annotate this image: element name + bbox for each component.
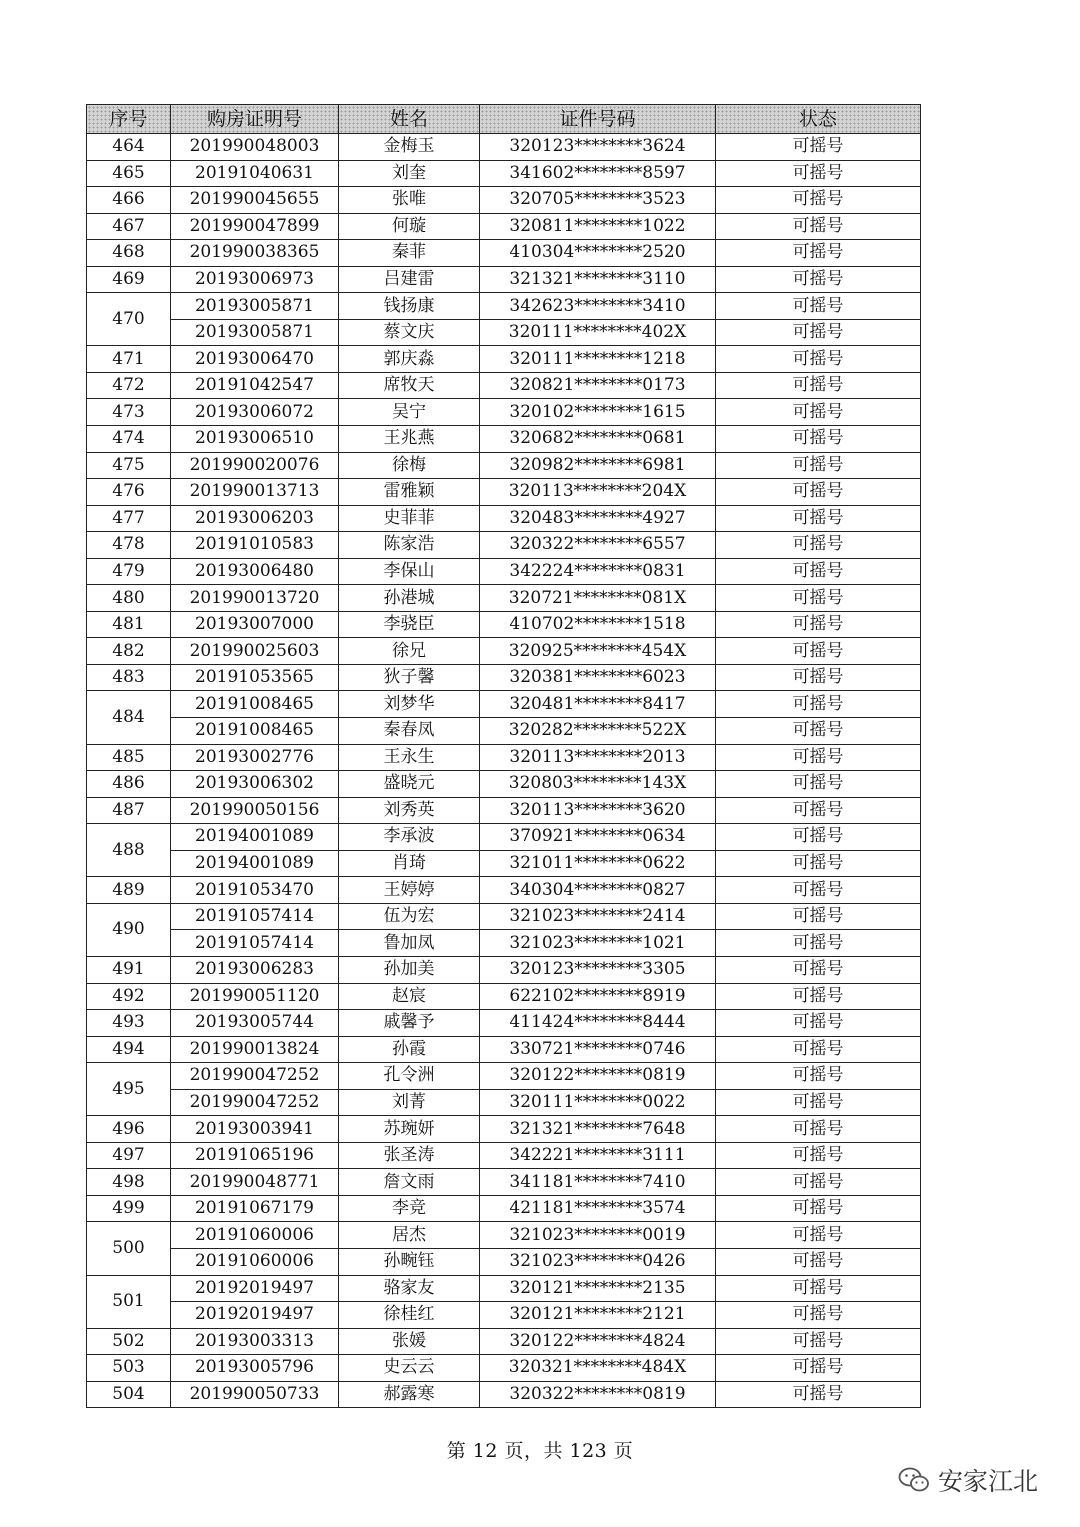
certificate-cell: 20193006283: [171, 956, 339, 983]
status-cell: 可摇号: [716, 1010, 921, 1037]
id-number-cell: 370921********0634: [480, 824, 716, 851]
id-number-cell: 320321********484X: [480, 1355, 716, 1382]
table-row: [87, 718, 921, 745]
watermark-text: 安家江北: [938, 1467, 1039, 1496]
id-number-cell: 320111********1218: [480, 346, 716, 373]
certificate-cell: 201990038365: [171, 240, 339, 267]
seq-cell: 479: [87, 558, 171, 585]
header-status: 状态: [716, 105, 921, 134]
certificate-cell: 20191053565: [171, 664, 339, 691]
table-row: [87, 638, 921, 665]
seq-cell: 477: [87, 505, 171, 532]
certificate-cell: 20193006302: [171, 771, 339, 798]
name-cell: 金梅玉: [339, 134, 480, 161]
certificate-cell: 20193003313: [171, 1328, 339, 1355]
name-cell: 吴宁: [339, 399, 480, 426]
status-cell: 可摇号: [716, 187, 921, 214]
certificate-cell: 201990013720: [171, 585, 339, 612]
name-cell: 居杰: [339, 1222, 480, 1249]
seq-cell: 501: [87, 1275, 171, 1328]
id-number-cell: 321023********0019: [480, 1222, 716, 1249]
table-row: [87, 1355, 921, 1382]
status-cell: 可摇号: [716, 1355, 921, 1382]
certificate-cell: 20193006973: [171, 266, 339, 293]
name-cell: 史菲菲: [339, 505, 480, 532]
seq-cell: 483: [87, 664, 171, 691]
name-cell: 张圣涛: [339, 1142, 480, 1169]
certificate-cell: 20191040631: [171, 160, 339, 187]
table-row: [87, 1195, 921, 1222]
name-cell: 李保山: [339, 558, 480, 585]
table-row: [87, 426, 921, 453]
page-number: 第 12 页，共 123 页: [446, 1440, 634, 1462]
table-row: [87, 585, 921, 612]
status-cell: 可摇号: [716, 479, 921, 506]
table-row: [87, 983, 921, 1010]
table-row: [87, 903, 921, 930]
header-name: 姓名: [339, 105, 480, 134]
table-header-row: [87, 105, 921, 134]
status-cell: 可摇号: [716, 983, 921, 1010]
table-row: [87, 1089, 921, 1116]
seq-cell: 471: [87, 346, 171, 373]
table-row: [87, 1222, 921, 1249]
seq-cell: 481: [87, 611, 171, 638]
table-row: [87, 532, 921, 559]
seq-cell: 480: [87, 585, 171, 612]
name-cell: 刘奎: [339, 160, 480, 187]
seq-cell: 472: [87, 372, 171, 399]
certificate-cell: 20193003941: [171, 1116, 339, 1143]
id-number-cell: 342224********0831: [480, 558, 716, 585]
id-number-cell: 330721********0746: [480, 1036, 716, 1063]
id-number-cell: 341602********8597: [480, 160, 716, 187]
id-number-cell: 320102********1615: [480, 399, 716, 426]
seq-cell: 498: [87, 1169, 171, 1196]
name-cell: 王婷婷: [339, 877, 480, 904]
status-cell: 可摇号: [716, 532, 921, 559]
status-cell: 可摇号: [716, 293, 921, 320]
status-cell: 可摇号: [716, 1248, 921, 1275]
seq-cell: 473: [87, 399, 171, 426]
seq-cell: 489: [87, 877, 171, 904]
name-cell: 张唯: [339, 187, 480, 214]
seq-cell: 485: [87, 744, 171, 771]
table-row: [87, 346, 921, 373]
certificate-cell: 20194001089: [171, 850, 339, 877]
certificate-cell: 201990048771: [171, 1169, 339, 1196]
id-number-cell: 340304********0827: [480, 877, 716, 904]
certificate-cell: 201990050733: [171, 1381, 339, 1408]
status-cell: 可摇号: [716, 1116, 921, 1143]
name-cell: 陈家浩: [339, 532, 480, 559]
status-cell: 可摇号: [716, 372, 921, 399]
seq-cell: 486: [87, 771, 171, 798]
name-cell: 孙霞: [339, 1036, 480, 1063]
status-cell: 可摇号: [716, 240, 921, 267]
header-certificate-no: 购房证明号: [171, 105, 339, 134]
status-cell: 可摇号: [716, 1195, 921, 1222]
seq-cell: 495: [87, 1063, 171, 1116]
id-number-cell: 321023********1021: [480, 930, 716, 957]
certificate-cell: 20193006072: [171, 399, 339, 426]
seq-cell: 500: [87, 1222, 171, 1275]
status-cell: 可摇号: [716, 585, 921, 612]
table-row: [87, 160, 921, 187]
name-cell: 李骁臣: [339, 611, 480, 638]
id-number-cell: 341181********7410: [480, 1169, 716, 1196]
seq-cell: 499: [87, 1195, 171, 1222]
seq-cell: 474: [87, 426, 171, 453]
certificate-cell: 20193007000: [171, 611, 339, 638]
certificate-cell: 20193005744: [171, 1010, 339, 1037]
table-row: [87, 187, 921, 214]
id-number-cell: 321023********0426: [480, 1248, 716, 1275]
name-cell: 王兆燕: [339, 426, 480, 453]
certificate-cell: 20191060006: [171, 1222, 339, 1249]
certificate-cell: 20191008465: [171, 691, 339, 718]
table-row: [87, 213, 921, 240]
status-cell: 可摇号: [716, 1328, 921, 1355]
seq-cell: 468: [87, 240, 171, 267]
id-number-cell: 411424********8444: [480, 1010, 716, 1037]
name-cell: 蔡文庆: [339, 319, 480, 346]
id-number-cell: 320322********6557: [480, 532, 716, 559]
certificate-cell: 20191042547: [171, 372, 339, 399]
name-cell: 孔令洲: [339, 1063, 480, 1090]
name-cell: 吕建雷: [339, 266, 480, 293]
status-cell: 可摇号: [716, 797, 921, 824]
table-row: [87, 240, 921, 267]
seq-cell: 484: [87, 691, 171, 744]
status-cell: 可摇号: [716, 664, 921, 691]
table-row: [87, 1328, 921, 1355]
name-cell: 狄子馨: [339, 664, 480, 691]
status-cell: 可摇号: [716, 558, 921, 585]
certificate-cell: 20191008465: [171, 718, 339, 745]
name-cell: 何璇: [339, 213, 480, 240]
seq-cell: 504: [87, 1381, 171, 1408]
table-row: [87, 134, 921, 161]
certificate-cell: 20193006470: [171, 346, 339, 373]
table-row: [87, 1381, 921, 1408]
certificate-cell: 20194001089: [171, 824, 339, 851]
id-number-cell: 321023********2414: [480, 903, 716, 930]
certificate-cell: 20193006203: [171, 505, 339, 532]
seq-cell: 490: [87, 903, 171, 956]
table-row: [87, 611, 921, 638]
certificate-cell: 201990045655: [171, 187, 339, 214]
id-number-cell: 410304********2520: [480, 240, 716, 267]
id-number-cell: 320811********1022: [480, 213, 716, 240]
id-number-cell: 320123********3305: [480, 956, 716, 983]
table-row: [87, 1063, 921, 1090]
status-cell: 可摇号: [716, 1142, 921, 1169]
name-cell: 徐兄: [339, 638, 480, 665]
certificate-cell: 201990047252: [171, 1089, 339, 1116]
certificate-cell: 20193006510: [171, 426, 339, 453]
certificate-cell: 20191010583: [171, 532, 339, 559]
name-cell: 李承波: [339, 824, 480, 851]
id-number-cell: 320821********0173: [480, 372, 716, 399]
certificate-cell: 20192019497: [171, 1275, 339, 1302]
certificate-cell: 20191067179: [171, 1195, 339, 1222]
status-cell: 可摇号: [716, 452, 921, 479]
certificate-cell: 20191057414: [171, 930, 339, 957]
table-row: [87, 1248, 921, 1275]
certificate-cell: 20193005871: [171, 293, 339, 320]
table-row: [87, 824, 921, 851]
status-cell: 可摇号: [716, 611, 921, 638]
table-row: [87, 1010, 921, 1037]
status-cell: 可摇号: [716, 638, 921, 665]
housing-lottery-table: [86, 104, 921, 1408]
seq-cell: 465: [87, 160, 171, 187]
table-row: [87, 266, 921, 293]
seq-cell: 478: [87, 532, 171, 559]
status-cell: 可摇号: [716, 744, 921, 771]
table-row: [87, 505, 921, 532]
id-number-cell: 320113********204X: [480, 479, 716, 506]
name-cell: 骆家友: [339, 1275, 480, 1302]
seq-cell: 470: [87, 293, 171, 346]
status-cell: 可摇号: [716, 426, 921, 453]
id-number-cell: 320111********0022: [480, 1089, 716, 1116]
seq-cell: 497: [87, 1142, 171, 1169]
status-cell: 可摇号: [716, 1169, 921, 1196]
table-row: [87, 1142, 921, 1169]
seq-cell: 476: [87, 479, 171, 506]
table-row: [87, 372, 921, 399]
seq-cell: 503: [87, 1355, 171, 1382]
seq-cell: 493: [87, 1010, 171, 1037]
name-cell: 席牧天: [339, 372, 480, 399]
table-row: [87, 1116, 921, 1143]
table-row: [87, 399, 921, 426]
name-cell: 刘菁: [339, 1089, 480, 1116]
id-number-cell: 320481********8417: [480, 691, 716, 718]
status-cell: 可摇号: [716, 1089, 921, 1116]
seq-cell: 466: [87, 187, 171, 214]
id-number-cell: 320122********4824: [480, 1328, 716, 1355]
id-number-cell: 320705********3523: [480, 187, 716, 214]
table-row: [87, 797, 921, 824]
id-number-cell: 320122********0819: [480, 1063, 716, 1090]
certificate-cell: 20191065196: [171, 1142, 339, 1169]
status-cell: 可摇号: [716, 1222, 921, 1249]
table-row: [87, 1302, 921, 1329]
name-cell: 鲁加凤: [339, 930, 480, 957]
watermark: [898, 1462, 1038, 1498]
name-cell: 刘梦华: [339, 691, 480, 718]
id-number-cell: 320682********0681: [480, 426, 716, 453]
certificate-cell: 20191060006: [171, 1248, 339, 1275]
certificate-cell: 201990020076: [171, 452, 339, 479]
table-row: [87, 1169, 921, 1196]
status-cell: 可摇号: [716, 930, 921, 957]
id-number-cell: 320483********4927: [480, 505, 716, 532]
name-cell: 赵宸: [339, 983, 480, 1010]
certificate-cell: 201990013713: [171, 479, 339, 506]
status-cell: 可摇号: [716, 266, 921, 293]
id-number-cell: 342221********3111: [480, 1142, 716, 1169]
table-row: [87, 452, 921, 479]
seq-cell: 496: [87, 1116, 171, 1143]
certificate-cell: 20192019497: [171, 1302, 339, 1329]
certificate-cell: 201990047252: [171, 1063, 339, 1090]
id-number-cell: 320322********0819: [480, 1381, 716, 1408]
seq-cell: 482: [87, 638, 171, 665]
seq-cell: 491: [87, 956, 171, 983]
certificate-cell: 20193005871: [171, 319, 339, 346]
status-cell: 可摇号: [716, 213, 921, 240]
status-cell: 可摇号: [716, 1381, 921, 1408]
seq-cell: 464: [87, 134, 171, 161]
name-cell: 史云云: [339, 1355, 480, 1382]
seq-cell: 469: [87, 266, 171, 293]
name-cell: 肖琦: [339, 850, 480, 877]
table-body: [87, 134, 921, 1408]
name-cell: 盛晓元: [339, 771, 480, 798]
status-cell: 可摇号: [716, 850, 921, 877]
name-cell: 王永生: [339, 744, 480, 771]
name-cell: 刘秀英: [339, 797, 480, 824]
seq-cell: 502: [87, 1328, 171, 1355]
name-cell: 郭庆淼: [339, 346, 480, 373]
table-row: [87, 691, 921, 718]
status-cell: 可摇号: [716, 956, 921, 983]
status-cell: 可摇号: [716, 134, 921, 161]
table-row: [87, 479, 921, 506]
status-cell: 可摇号: [716, 718, 921, 745]
id-number-cell: 320121********2135: [480, 1275, 716, 1302]
table-row: [87, 664, 921, 691]
status-cell: 可摇号: [716, 1063, 921, 1090]
table-row: [87, 771, 921, 798]
certificate-cell: 20193002776: [171, 744, 339, 771]
table-row: [87, 1275, 921, 1302]
status-cell: 可摇号: [716, 877, 921, 904]
name-cell: 郝露寒: [339, 1381, 480, 1408]
table-row: [87, 293, 921, 320]
certificate-cell: 201990051120: [171, 983, 339, 1010]
name-cell: 伍为宏: [339, 903, 480, 930]
id-number-cell: 320381********6023: [480, 664, 716, 691]
table-row: [87, 1036, 921, 1063]
certificate-cell: 20193005796: [171, 1355, 339, 1382]
certificate-cell: 20191057414: [171, 903, 339, 930]
table-row: [87, 877, 921, 904]
name-cell: 孙畹钰: [339, 1248, 480, 1275]
name-cell: 秦菲: [339, 240, 480, 267]
name-cell: 徐桂红: [339, 1302, 480, 1329]
name-cell: 孙加美: [339, 956, 480, 983]
status-cell: 可摇号: [716, 346, 921, 373]
id-number-cell: 321321********7648: [480, 1116, 716, 1143]
name-cell: 钱扬康: [339, 293, 480, 320]
status-cell: 可摇号: [716, 160, 921, 187]
status-cell: 可摇号: [716, 771, 921, 798]
header-id-number: 证件号码: [480, 105, 716, 134]
id-number-cell: 320282********522X: [480, 718, 716, 745]
table-row: [87, 558, 921, 585]
status-cell: 可摇号: [716, 1036, 921, 1063]
id-number-cell: 321321********3110: [480, 266, 716, 293]
id-number-cell: 320121********2121: [480, 1302, 716, 1329]
name-cell: 苏琬妍: [339, 1116, 480, 1143]
table-row: [87, 319, 921, 346]
seq-cell: 475: [87, 452, 171, 479]
status-cell: 可摇号: [716, 319, 921, 346]
name-cell: 李竞: [339, 1195, 480, 1222]
status-cell: 可摇号: [716, 903, 921, 930]
table-row: [87, 850, 921, 877]
status-cell: 可摇号: [716, 824, 921, 851]
wechat-icon: [898, 1466, 930, 1494]
name-cell: 张媛: [339, 1328, 480, 1355]
name-cell: 雷雅颖: [339, 479, 480, 506]
id-number-cell: 320803********143X: [480, 771, 716, 798]
status-cell: 可摇号: [716, 399, 921, 426]
certificate-cell: 201990025603: [171, 638, 339, 665]
id-number-cell: 320113********3620: [480, 797, 716, 824]
id-number-cell: 321011********0622: [480, 850, 716, 877]
status-cell: 可摇号: [716, 1275, 921, 1302]
table-row: [87, 744, 921, 771]
id-number-cell: 320721********081X: [480, 585, 716, 612]
name-cell: 徐梅: [339, 452, 480, 479]
id-number-cell: 320982********6981: [480, 452, 716, 479]
certificate-cell: 201990047899: [171, 213, 339, 240]
header-seq: 序号: [87, 105, 171, 134]
id-number-cell: 320123********3624: [480, 134, 716, 161]
certificate-cell: 201990050156: [171, 797, 339, 824]
seq-cell: 492: [87, 983, 171, 1010]
id-number-cell: 320925********454X: [480, 638, 716, 665]
status-cell: 可摇号: [716, 505, 921, 532]
certificate-cell: 20191053470: [171, 877, 339, 904]
status-cell: 可摇号: [716, 691, 921, 718]
seq-cell: 487: [87, 797, 171, 824]
id-number-cell: 421181********3574: [480, 1195, 716, 1222]
seq-cell: 467: [87, 213, 171, 240]
name-cell: 戚馨予: [339, 1010, 480, 1037]
certificate-cell: 201990013824: [171, 1036, 339, 1063]
status-cell: 可摇号: [716, 1302, 921, 1329]
name-cell: 詹文雨: [339, 1169, 480, 1196]
certificate-cell: 201990048003: [171, 134, 339, 161]
id-number-cell: 320113********2013: [480, 744, 716, 771]
id-number-cell: 320111********402X: [480, 319, 716, 346]
certificate-cell: 20193006480: [171, 558, 339, 585]
name-cell: 孙港城: [339, 585, 480, 612]
name-cell: 秦春凤: [339, 718, 480, 745]
seq-cell: 494: [87, 1036, 171, 1063]
id-number-cell: 622102********8919: [480, 983, 716, 1010]
id-number-cell: 342623********3410: [480, 293, 716, 320]
id-number-cell: 410702********1518: [480, 611, 716, 638]
table-row: [87, 930, 921, 957]
table-row: [87, 956, 921, 983]
seq-cell: 488: [87, 824, 171, 877]
